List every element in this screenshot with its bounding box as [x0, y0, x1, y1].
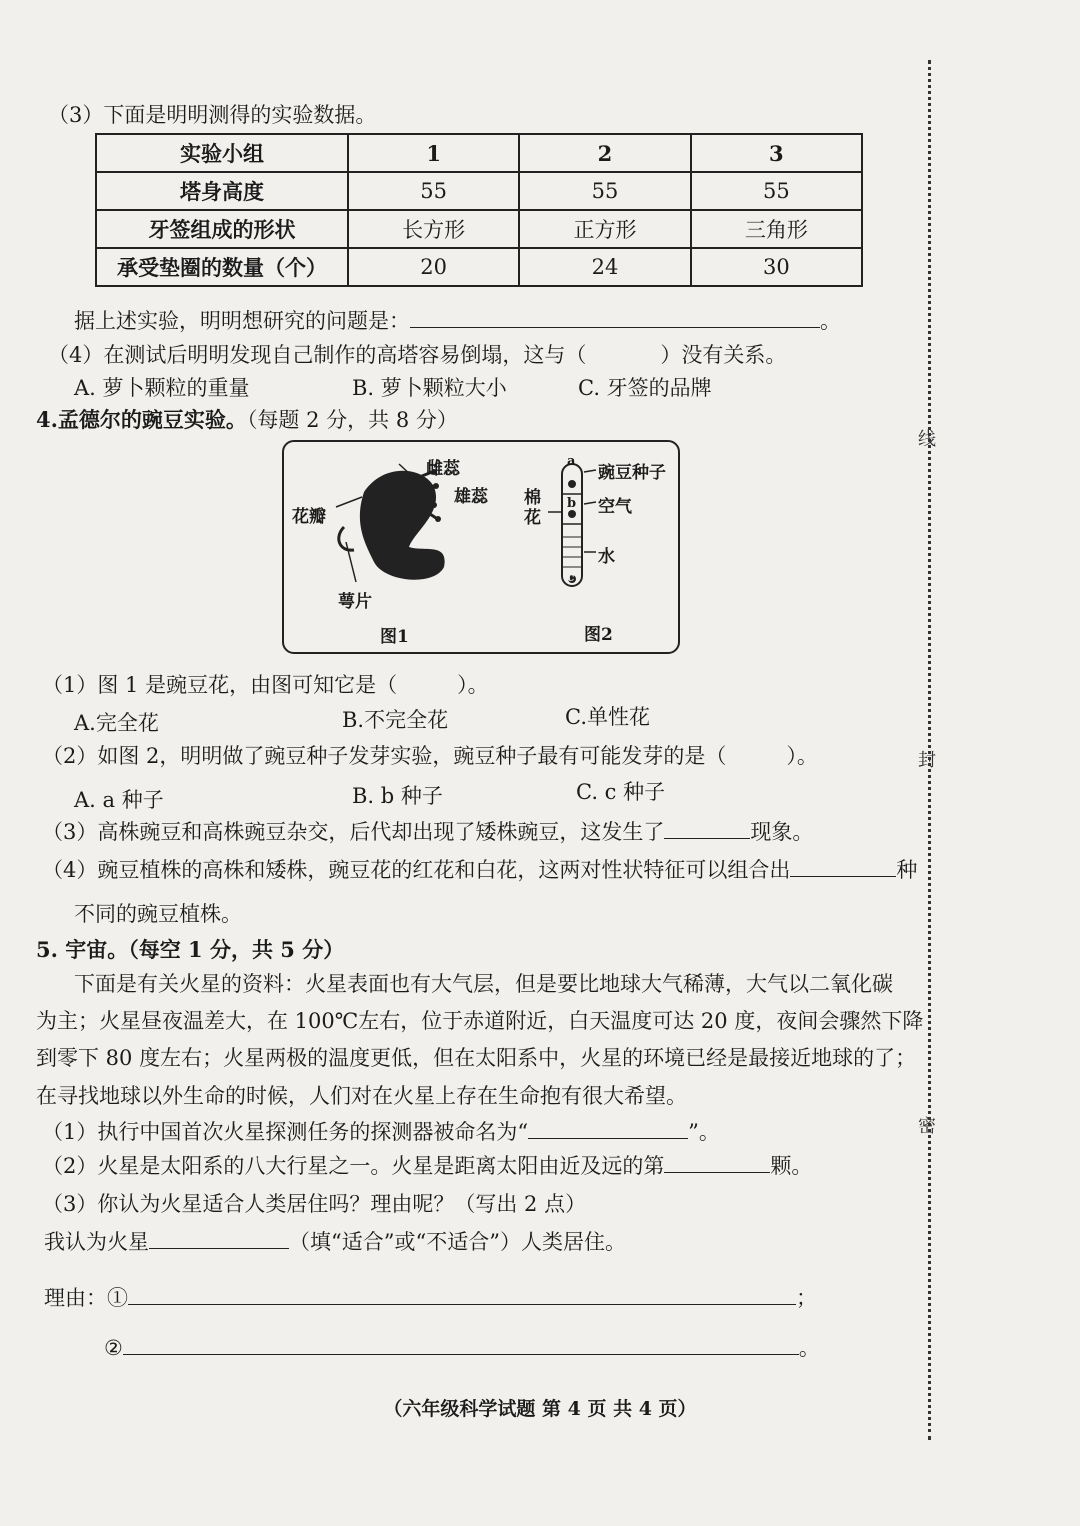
- reason-2-end: 。: [798, 1336, 820, 1360]
- passage-line: 在寻找地球以外生命的时候，人们对在火星上存在生命抱有很大希望。: [36, 1084, 687, 1108]
- table-cell: 1: [348, 134, 519, 172]
- page-footer: （六年级科学试题 第 4 页 共 4 页）: [383, 1398, 697, 1420]
- s5-q2-end: 颗。: [770, 1154, 813, 1178]
- table-cell: 55: [348, 172, 519, 210]
- s4-q1-text: （1）图 1 是豌豆花，由图可知它是（: [42, 673, 398, 697]
- s5-q2-blank[interactable]: [664, 1154, 770, 1173]
- s4-q1: [42, 671, 489, 699]
- q4-question-end: ）没有关系。: [660, 343, 787, 367]
- reason-2-label: ②: [104, 1336, 123, 1360]
- s4-q3: [42, 818, 813, 846]
- fig1-caption: 图1: [380, 627, 409, 647]
- q4-question-text: （4）在测试后明明发现自己制作的高塔容易倒塌，这与（: [48, 343, 587, 367]
- reason-2: [104, 1334, 820, 1362]
- s4-q2: [42, 742, 818, 770]
- s4-q4: [42, 856, 917, 884]
- q3-answer-blank[interactable]: [410, 309, 820, 328]
- label-a: a: [567, 454, 576, 469]
- s4-q4-end: 种: [896, 858, 918, 882]
- section4-heading: [36, 406, 458, 434]
- side-mark-seal: 封: [918, 750, 936, 771]
- label-b: b: [567, 496, 577, 511]
- reason-2-blank[interactable]: [123, 1336, 799, 1355]
- reason-1-end: ；: [796, 1286, 817, 1310]
- label-water: 水: [598, 547, 615, 567]
- q3-problem-end: 。: [820, 309, 841, 333]
- side-mark-line: 线: [918, 429, 936, 450]
- table-cell: 2: [519, 134, 690, 172]
- q3-problem: [74, 307, 841, 335]
- s5-q2-text: （2）火星是太阳系的八大行星之一。火星是距离太阳由近及远的第: [42, 1154, 665, 1178]
- reason-label: 理由：①: [44, 1286, 128, 1310]
- experiment-table: [95, 133, 863, 287]
- table-cell: 实验小组: [96, 134, 348, 172]
- s4-q4-text: （4）豌豆植株的高株和矮株，豌豆花的红花和白花，这两对性状特征可以组合出: [42, 858, 791, 882]
- pea-figure-box: [282, 440, 680, 654]
- table-cell: 55: [691, 172, 862, 210]
- label-cotton: 棉花: [524, 488, 541, 528]
- table-row: [96, 210, 862, 248]
- section5-score: （每空 1 分，共 5 分）: [128, 937, 345, 962]
- table-cell: 3: [691, 134, 862, 172]
- label-air: 空气: [598, 497, 632, 517]
- reason-1-blank[interactable]: [128, 1286, 796, 1305]
- table-cell: 三角形: [691, 210, 862, 248]
- label-stigma: 雌蕊: [426, 459, 460, 479]
- q3-problem-prefix: 据上述实验，明明想研究的问题是：: [74, 309, 410, 333]
- s4-q1-option-b[interactable]: B.不完全花: [342, 708, 449, 732]
- s5-q1: [42, 1118, 720, 1146]
- sepal-lines: [339, 527, 354, 550]
- table-cell: 正方形: [519, 210, 690, 248]
- side-mark-secret: 密: [918, 1116, 936, 1137]
- s4-q2-option-a[interactable]: A. a 种子: [74, 788, 164, 812]
- label-seed: 豌豆种子: [598, 463, 666, 483]
- s4-q2-option-c[interactable]: C. c 种子: [576, 780, 666, 804]
- sepal-pointer: [346, 542, 356, 582]
- s5-answer: [44, 1228, 626, 1256]
- s5-q3: （3）你认为火星适合人类居住吗？理由呢？（写出 2 点）: [42, 1192, 587, 1216]
- table-row: [96, 172, 862, 210]
- passage-line: 下面是有关火星的资料：火星表面也有大气层，但是要比地球大气稀薄，大气以二氧化碳: [74, 972, 893, 996]
- section4-score: （每题 2 分，共 8 分）: [246, 408, 458, 432]
- table-cell: 塔身高度: [96, 172, 348, 210]
- s4-q1-option-a[interactable]: A.完全花: [74, 711, 159, 735]
- s4-q3-end: 现象。: [750, 820, 814, 844]
- option-b[interactable]: B. 萝卜颗粒大小: [352, 376, 507, 400]
- table-cell: 55: [519, 172, 690, 210]
- s5-answer-suffix: （填“适合”或“不适合”）人类居住。: [289, 1230, 626, 1254]
- table-cell: 承受垫圈的数量（个）: [96, 248, 348, 286]
- reason-1: [44, 1284, 817, 1312]
- section5-title: 5. 宇宙。: [36, 937, 129, 962]
- table-cell: 长方形: [348, 210, 519, 248]
- fig2-caption: 图2: [584, 625, 613, 645]
- q4-question: [48, 341, 786, 369]
- s5-answer-blank[interactable]: [149, 1230, 289, 1249]
- s4-q1-end: ）。: [457, 673, 489, 697]
- s4-q4-blank[interactable]: [790, 858, 896, 877]
- s5-q1-end: ”。: [688, 1120, 720, 1144]
- label-sepal: 萼片: [338, 592, 372, 612]
- s4-q2-text: （2）如图 2，明明做了豌豆种子发芽实验，豌豆种子最有可能发芽的是（: [42, 744, 727, 768]
- s4-q2-end: ）。: [786, 744, 818, 768]
- table-cell: 20: [348, 248, 519, 286]
- option-c[interactable]: C. 牙签的品牌: [578, 376, 712, 400]
- table-row: [96, 134, 862, 172]
- s5-answer-prefix: 我认为火星: [44, 1230, 149, 1254]
- s4-q2-option-b[interactable]: B. b 种子: [352, 784, 443, 808]
- table-cell: 牙签组成的形状: [96, 210, 348, 248]
- s4-q1-option-c[interactable]: C.单性花: [565, 705, 650, 729]
- label-petal: 花瓣: [292, 507, 326, 527]
- s4-q3-blank[interactable]: [664, 820, 750, 839]
- passage-line: 到零下 80 度左右；火星两极的温度更低，但在太阳系中，火星的环境已经是最接近地球的了；: [36, 1046, 917, 1070]
- s4-q4-cont: 不同的豌豆植株。: [74, 902, 242, 926]
- table-row: [96, 248, 862, 286]
- s5-q2: [42, 1152, 812, 1180]
- section4-title: 4.孟德尔的豌豆实验。: [36, 407, 247, 432]
- table-cell: 24: [519, 248, 690, 286]
- passage-line: 为主；火星昼夜温差大，在 100℃左右，位于赤道附近，白天温度可达 20 度，夜间会骤然下降: [36, 1009, 924, 1033]
- label-c: c: [567, 570, 575, 584]
- table-cell: 30: [691, 248, 862, 286]
- q3-intro: （3）下面是明明测得的实验数据。: [48, 103, 377, 127]
- label-stamen: 雄蕊: [454, 487, 488, 507]
- section5-heading: [36, 936, 344, 964]
- option-a[interactable]: A. 萝卜颗粒的重量: [74, 376, 250, 400]
- petal-pointer: [336, 497, 362, 507]
- s5-q1-blank[interactable]: [528, 1120, 688, 1139]
- s5-q1-text: （1）执行中国首次火星探测任务的探测器被命名为“: [42, 1120, 529, 1144]
- s4-q3-text: （3）高株豌豆和高株豌豆杂交，后代却出现了矮株豌豆，这发生了: [42, 820, 665, 844]
